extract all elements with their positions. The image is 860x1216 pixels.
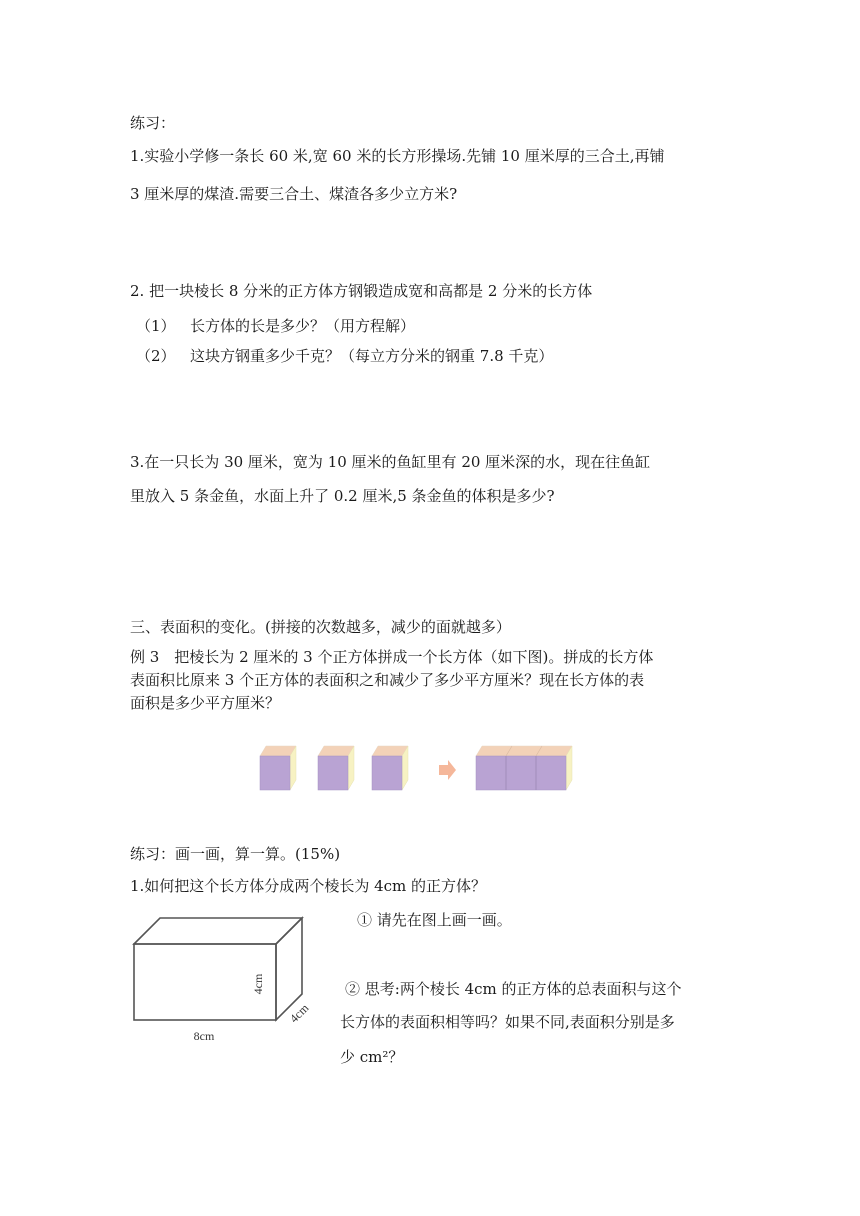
practice-heading: 练习： [130,114,176,132]
example3-line3: 面积是多少平方厘米？ [130,694,281,712]
q2-sub1-text: 长方体的长是多少？（用方程解） [190,317,416,335]
step2-line2: 长方体的表面积相等吗？如果不同,表面积分别是多 [340,1013,675,1031]
practice2-q1: 1.如何把这个长方体分成两个棱长为 4cm 的正方体？ [130,877,487,895]
q2-sub2-text: 这块方钢重多少千克？（每立方分米的钢重 7.8 千克） [190,347,554,365]
q1-line2: 3 厘米厚的煤渣.需要三合土、煤渣各多少立方米? [130,185,458,203]
practice2-heading: 练习：画一画，算一算。(15%) [130,845,341,863]
cubes-figure [250,740,590,800]
cube-3 [372,746,408,790]
step2-line3: 少 cm²？ [340,1048,404,1066]
combined-cuboid [476,746,572,790]
cube-1 [260,746,296,790]
length-label: 8cm [193,1029,215,1043]
section-three-title: 三、表面积的变化。(拼接的次数越多，减少的面就越多） [130,618,511,636]
step2-line1: ② 思考:两个棱长 4cm 的正方体的总表面积与这个 [345,980,682,998]
right-arrow-icon [439,760,456,780]
q2-sub1-num: （1） [136,317,176,335]
q2-sub2-num: （2） [136,347,176,365]
step1-text: ① 请先在图上画一画。 [357,911,512,929]
example3-line2: 表面积比原来 3 个正方体的表面积之和减少了多少平方厘米？现在长方体的表 [130,671,645,689]
height-label: 4cm [251,973,265,995]
q3-line1: 3.在一只长为 30 厘米，宽为 10 厘米的鱼缸里有 20 厘米深的水，现在往鱼缸 [130,453,651,471]
cube-2 [318,746,354,790]
q2-stem: 2. 把一块棱长 8 分米的正方体方钢锻造成宽和高都是 2 分米的长方体 [130,282,593,300]
q3-line2: 里放入 5 条金鱼，水面上升了 0.2 厘米,5 条金鱼的体积是多少? [130,487,555,505]
example3-line1: 例 3 把棱长为 2 厘米的 3 个正方体拼成一个长方体（如下图)。拼成的长方体 [130,648,654,666]
q1-line1: 1.实验小学修一条长 60 米,宽 60 米的长方形操场.先铺 10 厘米厚的三合土,再铺 [130,147,665,165]
cuboid-figure [130,912,330,1052]
depth-label: 4cm [286,1000,312,1026]
